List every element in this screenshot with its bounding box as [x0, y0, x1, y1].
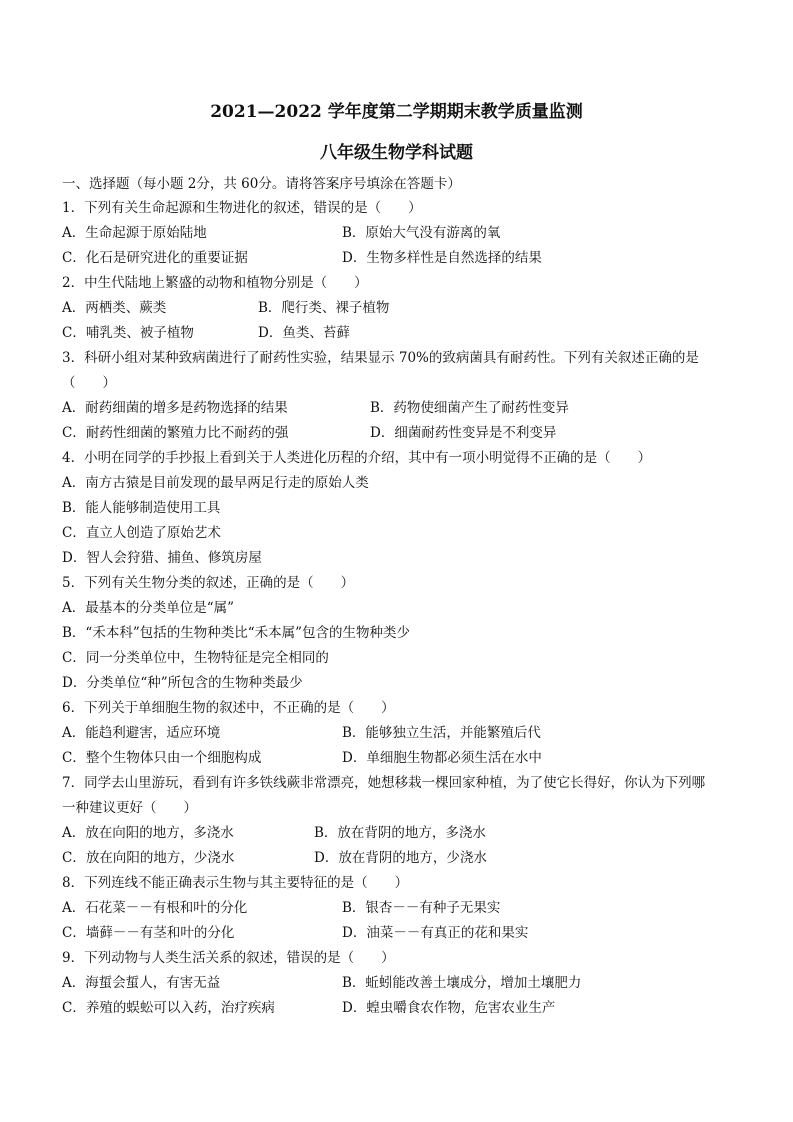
option: C．化石是研究进化的重要证据 [62, 250, 248, 266]
option: B．药物使细菌产生了耐药性变异 [370, 400, 569, 416]
question-stem: 2．中生代陆地上繁盛的动物和植物分别是（ ） [62, 275, 368, 291]
option: C．整个生物体只由一个细胞构成 [62, 750, 262, 766]
option: A．最基本的分类单位是“属” [62, 600, 235, 616]
section-heading: 一、选择题（每小题 2分，共 60分。请将答案序号填涂在答题卡） [62, 176, 461, 192]
option: C．哺乳类、被子植物 [62, 325, 194, 341]
question-stem: 9．下列动物与人类生活关系的叙述，错误的是（ ） [62, 950, 395, 966]
option: A．能趋利避害，适应环境 [62, 725, 221, 741]
exam-subtitle: 八年级生物学科试题 [320, 143, 473, 163]
option: B．蚯蚓能改善土壤成分，增加土壤肥力 [342, 975, 582, 991]
question-stem: 5．下列有关生物分类的叙述，正确的是（ ） [62, 575, 355, 591]
option: D．细菌耐药性变异是不利变异 [370, 425, 557, 441]
question-stem: 1．下列有关生命起源和生物进化的叙述，错误的是（ ） [62, 200, 422, 216]
option: B．银杏－－有种子无果实 [342, 900, 501, 916]
option: A．石花菜－－有根和叶的分化 [62, 900, 248, 916]
question-stem-continued: 一种建议更好（ ） [62, 800, 197, 816]
option: A．生命起源于原始陆地 [62, 225, 207, 241]
option: C．耐药性细菌的繁殖力比不耐药的强 [62, 425, 289, 441]
option: D．蝗虫嚼食农作物，危害农业生产 [342, 1000, 556, 1016]
question-stem: 3．科研小组对某种致病菌进行了耐药性实验，结果显示 70%的致病菌具有耐药性。下列有关叙述正确的是 [62, 350, 699, 366]
option: C．同一分类单位中，生物特征是完全相同的 [62, 650, 329, 666]
option: A．两栖类、蕨类 [62, 300, 167, 316]
option: D．生物多样性是自然选择的结果 [342, 250, 542, 266]
option: B．能够独立生活，并能繁殖后代 [342, 725, 541, 741]
question-stem: 6．下列关于单细胞生物的叙述中，不正确的是（ ） [62, 700, 395, 716]
option: C．墙藓－－有茎和叶的分化 [62, 925, 235, 941]
option: B．爬行类、裸子植物 [258, 300, 390, 316]
option: D．智人会狩猎、捕鱼、修筑房屋 [62, 550, 262, 566]
option: D．油菜－－有真正的花和果实 [342, 925, 529, 941]
option: A．南方古猿是目前发现的最早两足行走的原始人类 [62, 475, 369, 491]
option: D．单细胞生物都必须生活在水中 [342, 750, 542, 766]
question-stem-continued: （ ） [62, 375, 116, 391]
option: B．放在背阴的地方，多浇水 [314, 825, 486, 841]
option: D．放在背阴的地方，少浇水 [314, 850, 487, 866]
question-stem: 4．小明在同学的手抄报上看到关于人类进化历程的介绍，其中有一项小明觉得不正确的是（ ） [62, 450, 652, 466]
option: D．鱼类、苔藓 [258, 325, 350, 341]
option: C．直立人创造了原始艺术 [62, 525, 221, 541]
option: C．养殖的蜈蚣可以入药，治疗疾病 [62, 1000, 275, 1016]
option: A．海蜇会蜇人，有害无益 [62, 975, 221, 991]
question-stem: 7．同学去山里游玩，看到有许多铁线蕨非常漂亮，她想移栽一棵回家种植，为了使它长得好，你认为下列哪 [62, 775, 706, 791]
exam-title: 2021—2022 学年度第二学期期末教学质量监测 [210, 102, 583, 122]
option: D．分类单位“种”所包含的生物种类最少 [62, 675, 303, 691]
option: A．耐药细菌的增多是药物选择的结果 [62, 400, 288, 416]
option: B．原始大气没有游离的氧 [342, 225, 501, 241]
option: A．放在向阳的地方，多浇水 [62, 825, 234, 841]
option: B．能人能够制造使用工具 [62, 500, 221, 516]
option: C．放在向阳的地方，少浇水 [62, 850, 235, 866]
question-stem: 8．下列连线不能正确表示生物与其主要特征的是（ ） [62, 875, 409, 891]
option: B．“禾本科”包括的生物种类比“禾本属”包含的生物种类少 [62, 625, 411, 641]
